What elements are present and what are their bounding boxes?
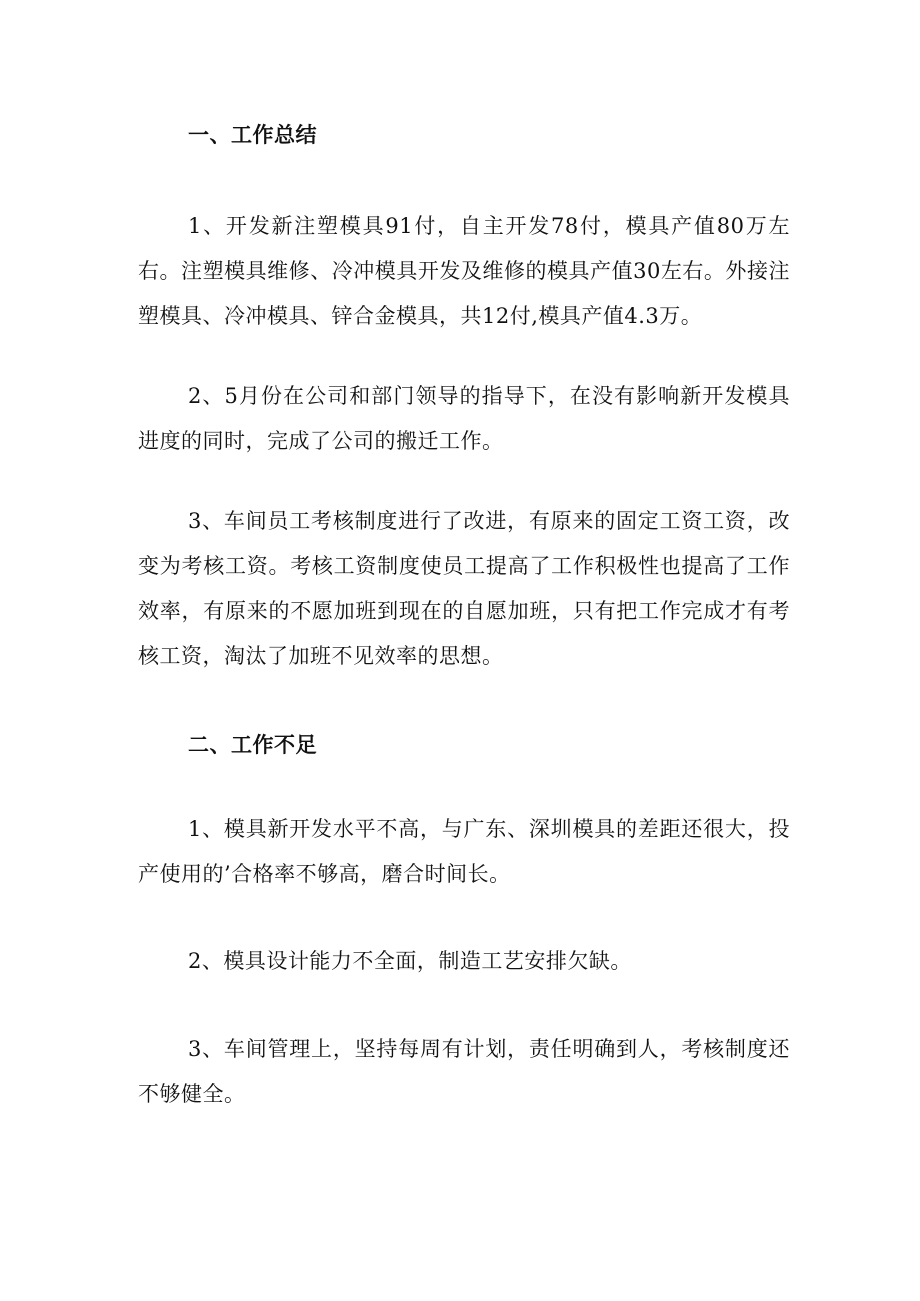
section-heading-shortcomings: 二、工作不足 — [188, 732, 317, 757]
shortcoming-paragraph-3: 3、车间管理上，坚持每周有计划，责任明确到人，考核制度还不够健全。 — [138, 1037, 790, 1106]
summary-paragraph-3: 3、车间员工考核制度进行了改进，有原来的固定工资工资，改变为考核工资。考核工资制度使员工提高了工作积极性也提高了工作效率，有原来的不愿加班到现在的自愿加班，只有把工作完成才有考核工资，淘汰了加班不见效率的思想。 — [138, 509, 790, 668]
shortcoming-paragraph-1: 1、模具新开发水平不高，与广东、深圳模具的差距还很大，投产使用的’合格率不够高，磨合时间长。 — [138, 817, 790, 886]
summary-paragraph-1: 1、开发新注塑模具91付，自主开发78付，模具产值80万左右。注塑模具维修、冷冲模具开发及维修的模具产值30左右。外接注塑模具、冷冲模具、锌合金模具，共12付,模具产值4.3万。 — [138, 214, 790, 328]
summary-paragraph-2: 2、5月份在公司和部门领导的指导下，在没有影响新开发模具进度的同时，完成了公司的搬迁工作。 — [138, 384, 790, 453]
section-heading-work-summary: 一、工作总结 — [188, 122, 317, 147]
shortcoming-paragraph-2: 2、模具设计能力不全面，制造工艺安排欠缺。 — [188, 949, 632, 973]
